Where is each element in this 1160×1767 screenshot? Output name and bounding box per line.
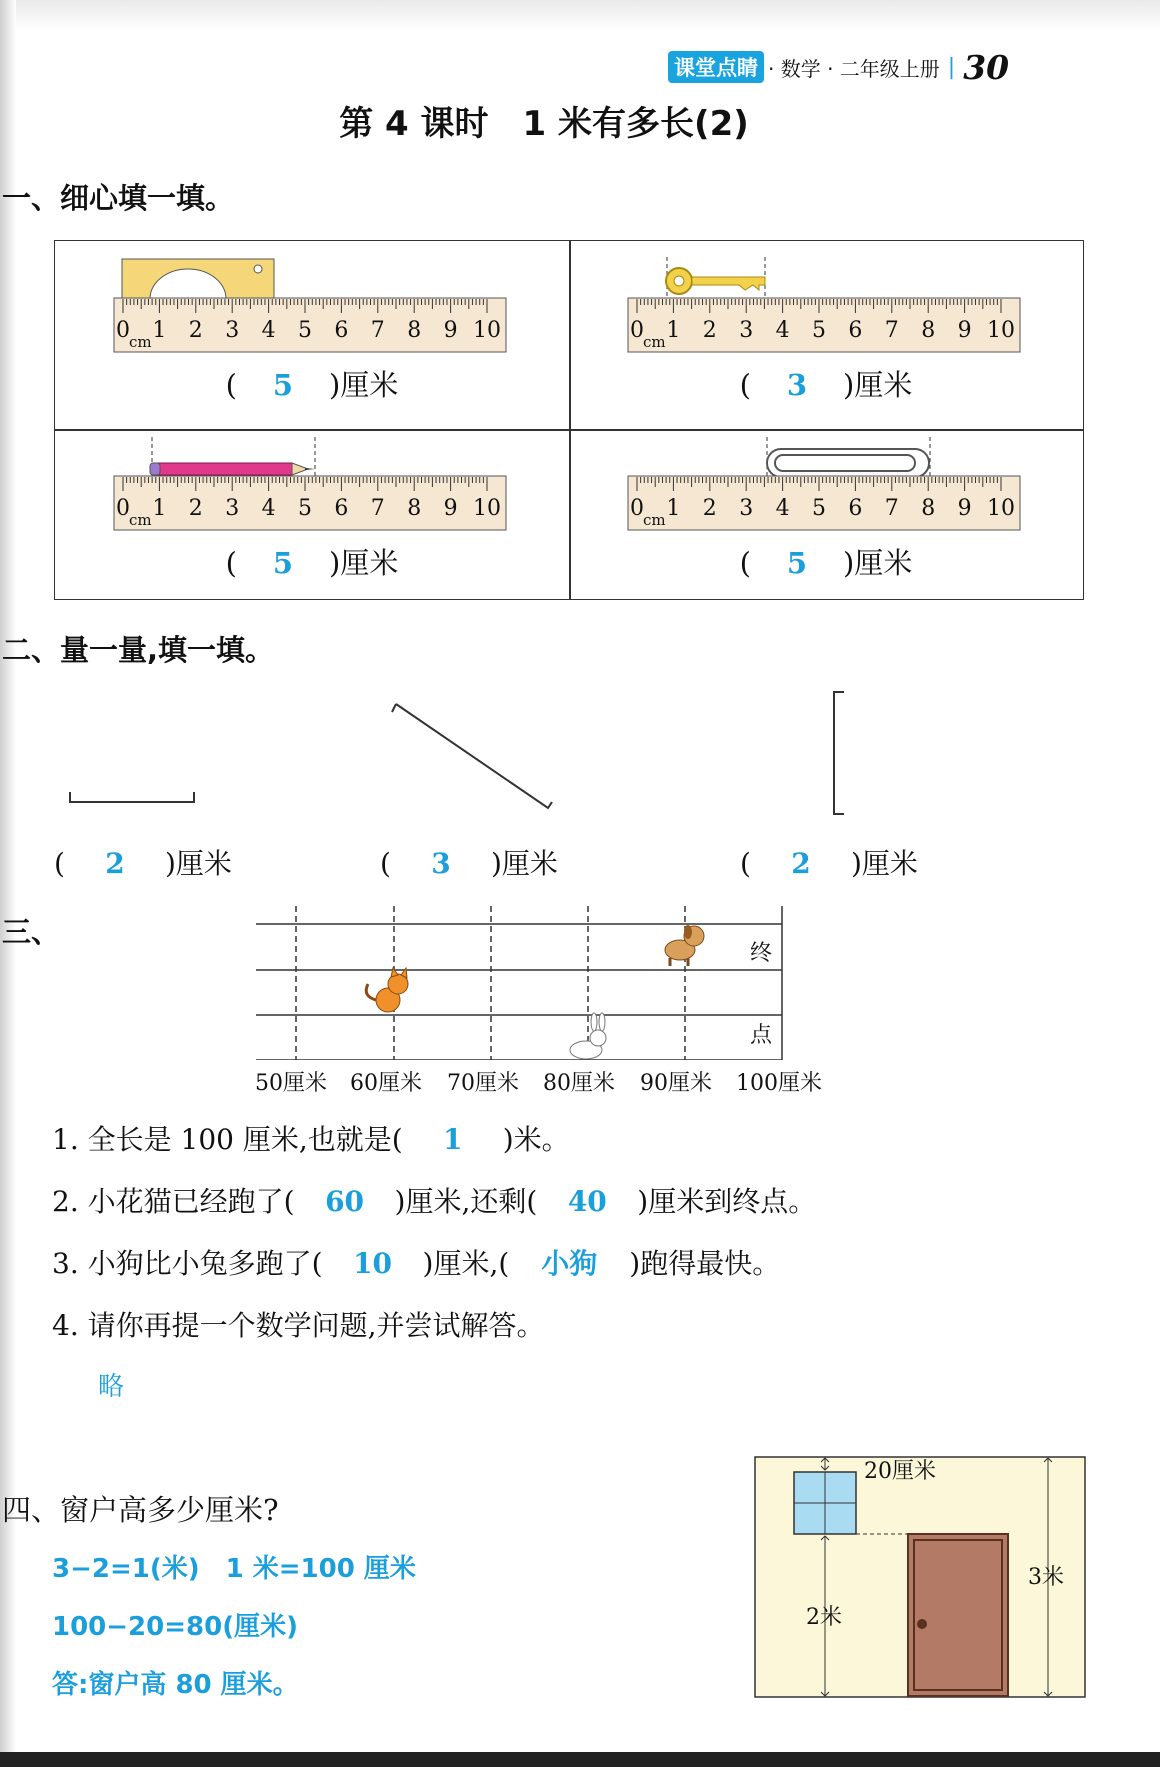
ruler-4 (627, 475, 1027, 531)
q2-text-end: )厘米到终点。 (637, 1185, 817, 1218)
ruler-number: 6 (334, 496, 349, 521)
ruler-number: 7 (370, 318, 385, 343)
q3-answer-2: 小狗 (541, 1247, 598, 1280)
q3-answer-1: 10 (353, 1247, 393, 1280)
ruler-number: 2 (188, 496, 203, 521)
axis-label-80: 80厘米 (543, 1071, 615, 1096)
ruler-number: 6 (848, 496, 863, 521)
unit-label: 厘米 (501, 847, 558, 880)
ruler-number: 1 (152, 496, 167, 521)
seg3-answer-line: ( 2 )厘米 (740, 847, 918, 880)
ruler-number: 9 (443, 496, 458, 521)
ruler-number: 1 (666, 318, 681, 343)
ruler-number: 3 (225, 496, 240, 521)
ruler-number: 0 (630, 318, 644, 343)
axis-label-60: 60厘米 (350, 1071, 422, 1096)
ruler-number: 4 (261, 496, 276, 521)
q3-text-end: )跑得最快。 (629, 1247, 781, 1280)
seg3-answer: 2 (791, 847, 811, 880)
page-top-shadow (0, 0, 1160, 30)
measure-segments (60, 680, 960, 820)
dog-icon (665, 925, 704, 966)
ruler-number: 0 (630, 496, 644, 521)
q3-text-mid: )厘米,( (422, 1247, 510, 1280)
q1-text: 1. 全长是 100 厘米,也就是( (52, 1123, 403, 1156)
ruler-number: 5 (298, 318, 312, 343)
unit-label: 厘米 (861, 847, 918, 880)
cat-icon (366, 968, 408, 1012)
finish-bottom-label: 点 (750, 1023, 773, 1048)
ruler-number: 6 (848, 318, 863, 343)
ruler-number: 1 (152, 318, 167, 343)
ruler-number: 8 (407, 496, 422, 521)
q2-text: 2. 小花猫已经跑了( (52, 1185, 295, 1218)
page-header (668, 47, 1010, 87)
calc-line-2: 100−20=80(厘米) (52, 1612, 298, 1642)
segment-2 (392, 704, 552, 808)
ruler-unit-label: cm (643, 511, 666, 529)
cell4-answer-line: ( 5 )厘米 (739, 546, 913, 580)
label-20cm: 20厘米 (864, 1459, 936, 1484)
ruler-number: 3 (225, 318, 240, 343)
segment-1 (70, 792, 194, 802)
unit-label: 厘米 (340, 546, 399, 580)
q2-answer-1: 60 (325, 1185, 365, 1218)
ruler-number: 1 (666, 496, 681, 521)
ruler-3 (113, 475, 513, 531)
brand-badge: 课堂点睛 (668, 51, 764, 83)
q1-answer: 1 (442, 1123, 463, 1156)
ruler-number: 4 (261, 318, 276, 343)
ruler-number: 10 (987, 318, 1015, 343)
q4-line: 4. 请你再提一个数学问题,并尝试解答。 (52, 1309, 545, 1342)
cell4-answer: 5 (786, 546, 808, 580)
ruler-number: 8 (921, 496, 936, 521)
q3-text: 3. 小狗比小兔多跑了( (52, 1247, 323, 1280)
calc-line-1: 3−2=1(米) 1 米=100 厘米 (52, 1554, 416, 1584)
q4-answer: 略 (98, 1372, 125, 1402)
cell1-answer-line: ( 5 )厘米 (225, 368, 399, 402)
seg1-answer-line: ( 2 )厘米 (54, 847, 232, 880)
ruler-table (54, 240, 1084, 600)
axis-label-70: 70厘米 (447, 1071, 519, 1096)
unit-label: 厘米 (854, 368, 913, 402)
ruler-number: 10 (987, 496, 1015, 521)
ruler-number: 4 (775, 496, 790, 521)
label-3m: 3米 (1028, 1565, 1064, 1590)
ruler-number: 4 (775, 318, 790, 343)
ruler-number: 3 (739, 496, 754, 521)
q2-answer-2: 40 (567, 1185, 607, 1218)
section2-heading: 二、量一量,填一填。 (2, 633, 275, 667)
unit-label: 厘米 (854, 546, 913, 580)
label-2m: 2米 (806, 1605, 842, 1630)
table-divider-h (55, 429, 1083, 431)
ruler-number: 7 (884, 318, 899, 343)
ruler-number: 0 (116, 318, 130, 343)
ruler-number: 8 (407, 318, 422, 343)
seg2-answer-line: ( 3 )厘米 (380, 847, 558, 880)
ruler-number: 9 (957, 496, 972, 521)
ruler-number: 9 (957, 318, 972, 343)
ruler-2 (627, 297, 1027, 353)
axis-label-50: 50厘米 (255, 1071, 327, 1096)
lesson-title: 第 4 课时 1 米有多长(2) (339, 104, 749, 144)
ruler-number: 5 (298, 496, 312, 521)
axis-label-100: 100厘米 (736, 1071, 822, 1096)
ruler-unit-label: cm (129, 511, 152, 529)
seg2-answer: 3 (431, 847, 451, 880)
cell1-answer: 5 (272, 368, 294, 402)
ruler-number: 9 (443, 318, 458, 343)
cell3-answer-line: ( 5 )厘米 (225, 546, 399, 580)
cell2-answer-line: ( 3 )厘米 (739, 368, 913, 402)
window-door-figure (754, 1456, 1086, 1698)
unit-label: 厘米 (340, 368, 399, 402)
race-track-figure (250, 900, 850, 1060)
seg1-answer: 2 (105, 847, 125, 880)
q2-line (52, 1180, 816, 1220)
q2-text-mid: )厘米,还剩( (394, 1185, 538, 1218)
segment-3 (834, 692, 844, 814)
ruler-1 (113, 297, 513, 353)
finish-top-label: 终 (750, 941, 773, 966)
unit-label: 厘米 (175, 847, 232, 880)
section4-heading: 四、窗户高多少厘米? (2, 1493, 279, 1527)
ruler-number: 8 (921, 318, 936, 343)
cell2-answer: 3 (786, 368, 808, 402)
ruler-number: 2 (702, 318, 717, 343)
section3-heading: 三、 (2, 915, 61, 949)
ruler-number: 10 (473, 496, 501, 521)
calc-line-3: 答:窗户高 80 厘米。 (52, 1670, 299, 1700)
ruler-number: 7 (370, 496, 385, 521)
q1-text-end: )米。 (502, 1123, 570, 1156)
ruler-unit-label: cm (129, 333, 152, 351)
door-icon (908, 1534, 1008, 1696)
ruler-unit-label: cm (643, 333, 666, 351)
page-bottom-edge (0, 1752, 1160, 1767)
ruler-number: 7 (884, 496, 899, 521)
ruler-number: 0 (116, 496, 130, 521)
section1-heading: 一、细心填一填。 (2, 181, 235, 215)
ruler-number: 10 (473, 318, 501, 343)
axis-label-90: 90厘米 (640, 1071, 712, 1096)
ruler-number: 6 (334, 318, 349, 343)
page-number: 30 (963, 47, 1010, 87)
ruler-number: 3 (739, 318, 754, 343)
header-divider: | (947, 54, 956, 80)
ruler-number: 2 (188, 318, 203, 343)
ruler-number: 2 (702, 496, 717, 521)
ruler-number: 5 (812, 496, 826, 521)
q3-line (52, 1242, 780, 1282)
cell3-answer: 5 (272, 546, 294, 580)
subject-label: · 数学 · 二年级上册 (768, 56, 940, 81)
q1-line (52, 1118, 570, 1158)
ruler-number: 5 (812, 318, 826, 343)
